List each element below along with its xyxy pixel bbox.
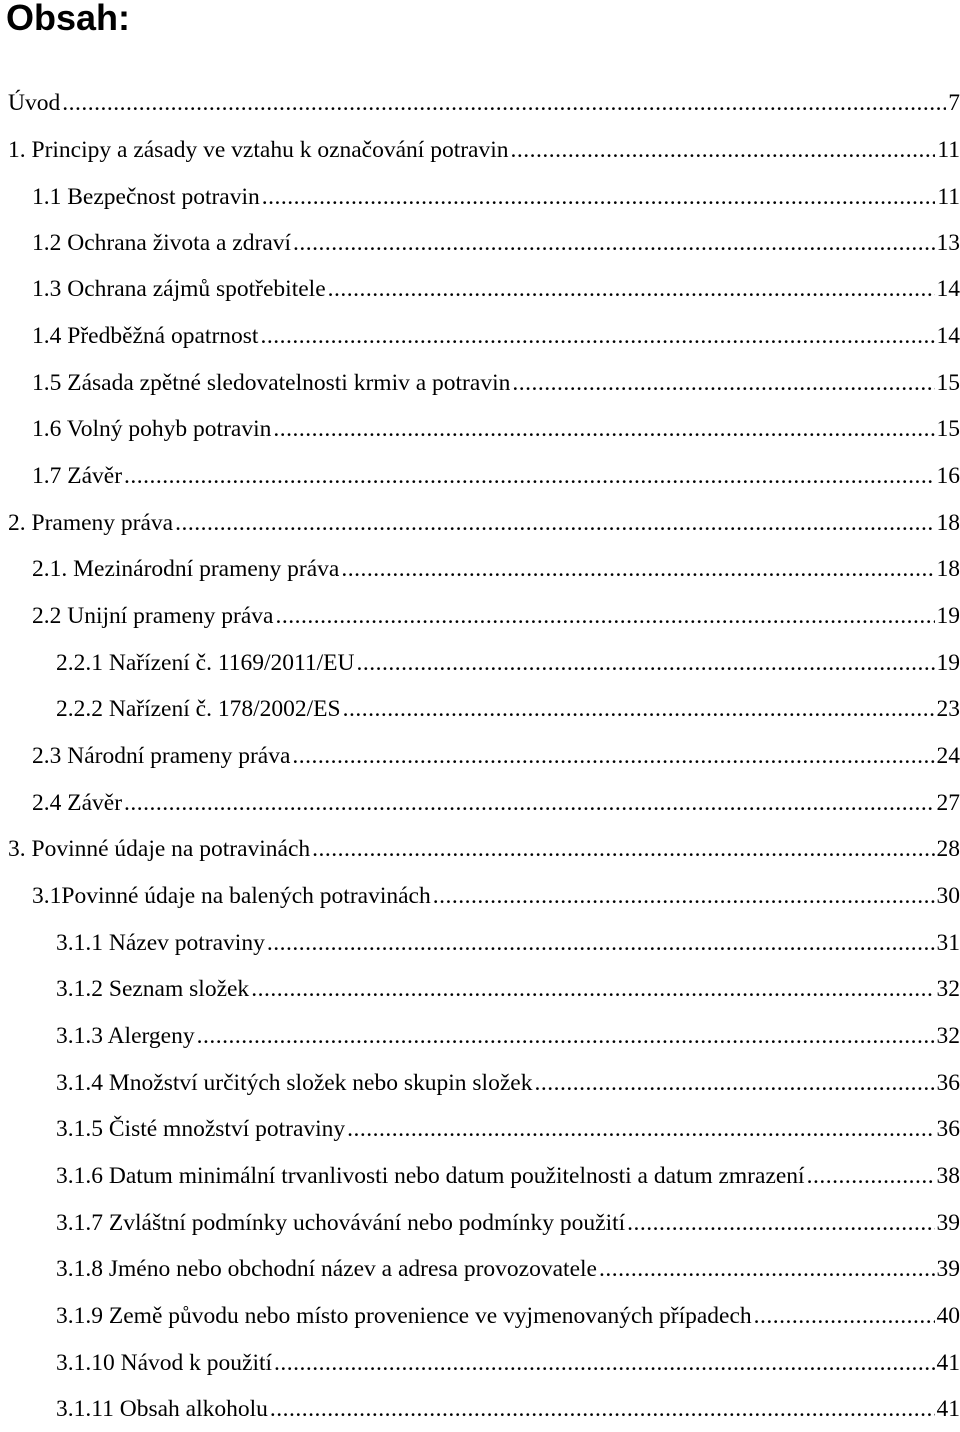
toc-entry-page: 27 [937, 780, 960, 826]
toc-entry-page: 36 [937, 1060, 960, 1106]
toc-leader-dots [754, 1293, 935, 1339]
toc-entry-text: 1.2 Ochrana života a zdraví [32, 220, 291, 266]
toc-entry[interactable] [8, 127, 960, 173]
toc-entry-page: 30 [937, 873, 960, 919]
toc-entry-page: 19 [937, 640, 960, 686]
toc-entry[interactable] [56, 1153, 960, 1199]
toc-title: Obsah: [6, 0, 130, 42]
toc-entry-page: 14 [937, 266, 960, 312]
toc-entry-text: 3.1.4 Množství určitých složek nebo skupin složek [56, 1060, 532, 1106]
toc-leader-dots [627, 1200, 934, 1246]
toc-entry-text: 2. Prameny práva [8, 500, 173, 546]
toc-entry-page: 39 [937, 1246, 960, 1292]
toc-leader-dots [312, 826, 934, 872]
toc-entry-text: 1.1 Bezpečnost potravin [32, 174, 260, 220]
toc-entry-text: 3.1.7 Zvláštní podmínky uchovávání nebo podmínky použití [56, 1200, 625, 1246]
toc-entry-page: 36 [937, 1106, 960, 1152]
toc-entry[interactable] [32, 406, 960, 452]
toc-entry-text: 3.1.2 Seznam složek [56, 966, 249, 1012]
toc-leader-dots [275, 593, 934, 639]
toc-entry-text: 1.7 Závěr [32, 453, 122, 499]
toc-entry-text: 1.6 Volný pohyb potravin [32, 406, 271, 452]
toc-entry-page: 11 [937, 174, 960, 220]
toc-leader-dots [260, 313, 934, 359]
toc-leader-dots [124, 780, 934, 826]
toc-entry[interactable] [56, 640, 960, 686]
toc-entry-text: 2.2.2 Nařízení č. 178/2002/ES [56, 686, 341, 732]
toc-entry[interactable] [32, 593, 960, 639]
toc-entry-text: 3.1.8 Jméno nebo obchodní název a adresa provozovatele [56, 1246, 597, 1292]
toc-entry-page: 40 [937, 1293, 960, 1339]
toc-entry-page: 31 [937, 920, 960, 966]
toc-leader-dots [807, 1153, 935, 1199]
toc-leader-dots [433, 873, 935, 919]
toc-leader-dots [274, 1340, 934, 1386]
toc-entry[interactable] [56, 1060, 960, 1106]
toc-entry[interactable] [32, 733, 960, 779]
toc-entry-page: 41 [937, 1340, 960, 1386]
toc-entry[interactable] [8, 80, 960, 126]
toc-entry-page: 41 [937, 1386, 960, 1432]
toc-entry-page: 39 [937, 1200, 960, 1246]
toc-entry-text: 3.1.1 Název potraviny [56, 920, 265, 966]
toc-entry[interactable] [32, 360, 960, 406]
toc-leader-dots [270, 1386, 935, 1432]
toc-leader-dots [175, 500, 934, 546]
toc-entry-text: 1. Principy a zásady ve vztahu k označování potravin [8, 127, 509, 173]
toc-leader-dots [534, 1060, 934, 1106]
toc-entry-text: 2.4 Závěr [32, 780, 122, 826]
toc-entry[interactable] [32, 453, 960, 499]
toc-entry-page: 15 [937, 406, 960, 452]
toc-entry-text: 3.1.5 Čisté množství potraviny [56, 1106, 345, 1152]
toc-entry[interactable] [56, 1246, 960, 1292]
toc-entry-page: 18 [937, 500, 960, 546]
toc-leader-dots [341, 546, 934, 592]
toc-entry[interactable] [56, 1200, 960, 1246]
toc-entry[interactable] [32, 220, 960, 266]
toc-leader-dots [347, 1106, 934, 1152]
toc-entry[interactable] [56, 1386, 960, 1432]
toc-entry-text: 1.4 Předběžná opatrnost [32, 313, 258, 359]
toc-leader-dots [328, 266, 935, 312]
toc-leader-dots [273, 406, 934, 452]
toc-entry-page: 32 [937, 966, 960, 1012]
toc-leader-dots [262, 174, 936, 220]
toc-entry-text: 2.2.1 Nařízení č. 1169/2011/EU [56, 640, 354, 686]
toc-leader-dots [293, 220, 934, 266]
toc-entry[interactable] [32, 873, 960, 919]
toc-leader-dots [512, 360, 934, 406]
toc-entry-page: 23 [937, 686, 960, 732]
toc-entry-text: 2.1. Mezinárodní prameny práva [32, 546, 339, 592]
toc-entry-text: 3.1.9 Země původu nebo místo provenience ve vyjmenovaných případech [56, 1293, 752, 1339]
toc-entry-page: 38 [937, 1153, 960, 1199]
toc-entry[interactable] [56, 1013, 960, 1059]
toc-leader-dots [356, 640, 934, 686]
toc-entry[interactable] [56, 966, 960, 1012]
toc-entry[interactable] [56, 686, 960, 732]
toc-entry-text: 1.3 Ochrana zájmů spotřebitele [32, 266, 326, 312]
toc-entry-text: 3.1.11 Obsah alkoholu [56, 1386, 268, 1432]
toc-entry-page: 14 [937, 313, 960, 359]
toc-leader-dots [599, 1246, 935, 1292]
toc-entry-text: Úvod [8, 80, 60, 126]
toc-entry-text: 3.1Povinné údaje na balených potravinách [32, 873, 431, 919]
toc-entry-text: 3.1.10 Návod k použití [56, 1340, 272, 1386]
toc-entry[interactable] [32, 546, 960, 592]
toc-entry-text: 1.5 Zásada zpětné sledovatelnosti krmiv a potravin [32, 360, 510, 406]
toc-entry-page: 11 [937, 127, 960, 173]
toc-entry-page: 18 [937, 546, 960, 592]
toc-entry[interactable] [56, 920, 960, 966]
toc-leader-dots [124, 453, 934, 499]
toc-entry[interactable] [56, 1106, 960, 1152]
toc-leader-dots [251, 966, 934, 1012]
toc-leader-dots [511, 127, 936, 173]
toc-entry[interactable] [32, 780, 960, 826]
toc-entry-text: 3.1.6 Datum minimální trvanlivosti nebo datum použitelnosti a datum zmrazení [56, 1153, 805, 1199]
toc-entry-page: 13 [937, 220, 960, 266]
toc-entry[interactable] [56, 1340, 960, 1386]
toc-entry[interactable] [8, 500, 960, 546]
toc-entry[interactable] [8, 826, 960, 872]
toc-entry[interactable] [56, 1293, 960, 1339]
toc-leader-dots [197, 1013, 935, 1059]
toc-entry[interactable] [32, 174, 960, 220]
toc-entry[interactable] [32, 313, 960, 359]
toc-entry-page: 32 [937, 1013, 960, 1059]
toc-leader-dots [343, 686, 935, 732]
toc-entry[interactable] [32, 266, 960, 312]
toc-leader-dots [292, 733, 934, 779]
toc-entry-text: 3.1.3 Alergeny [56, 1013, 195, 1059]
toc-entry-page: 16 [937, 453, 960, 499]
toc-entry-text: 3. Povinné údaje na potravinách [8, 826, 310, 872]
toc-leader-dots [62, 80, 946, 126]
toc-entry-page: 15 [937, 360, 960, 406]
toc-entry-page: 7 [948, 80, 960, 126]
toc-entry-page: 19 [937, 593, 960, 639]
toc-entry-text: 2.3 Národní prameny práva [32, 733, 290, 779]
toc-entry-page: 28 [937, 826, 960, 872]
toc-leader-dots [267, 920, 935, 966]
toc-entry-text: 2.2 Unijní prameny práva [32, 593, 273, 639]
toc-entry-page: 24 [937, 733, 960, 779]
